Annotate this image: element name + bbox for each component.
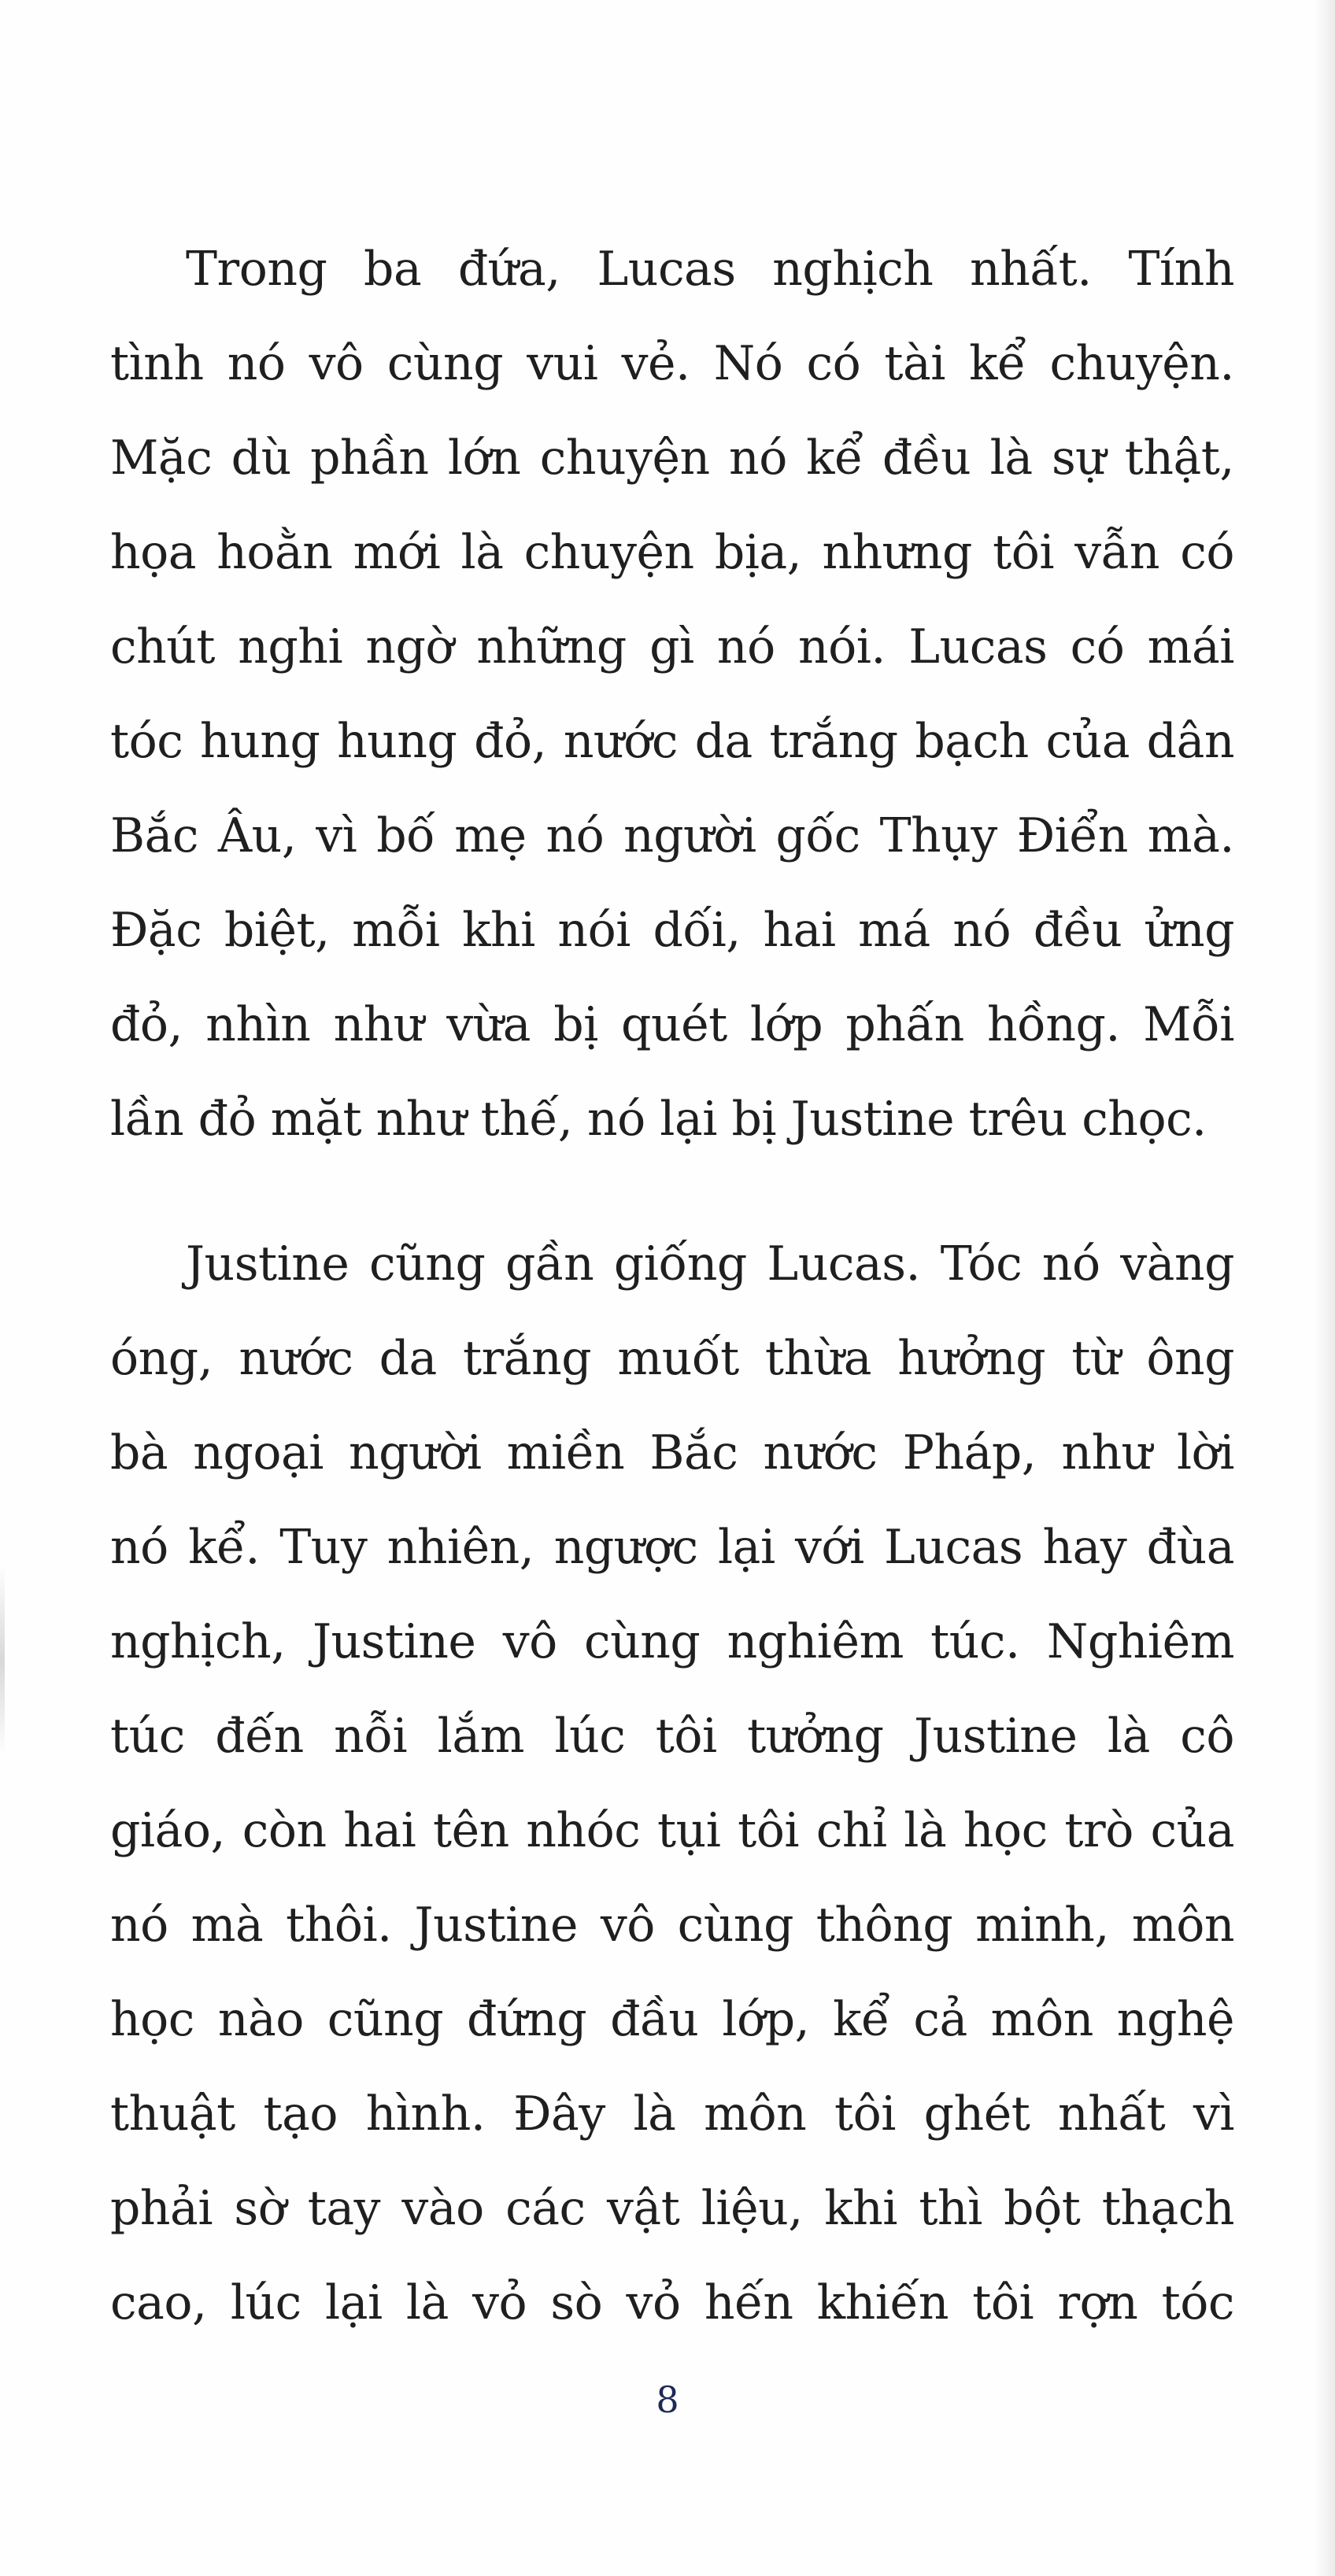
- text-line: Justine cũng gần giống Lucas. Tóc nó vàng: [186, 1236, 1234, 1292]
- text-line: tóc hung hung đỏ, nước da trắng bạch của dân: [110, 714, 1234, 769]
- text-line: họa hoằn mới là chuyện bịa, nhưng tôi vẫn có: [110, 525, 1234, 580]
- text-line: túc đến nỗi lắm lúc tôi tưởng Justine là cô: [110, 1709, 1234, 1764]
- text-line: tình nó vô cùng vui vẻ. Nó có tài kể chuyện.: [110, 336, 1234, 391]
- text-line: lần đỏ mặt như thế, nó lại bị Justine trêu chọc.: [110, 1092, 1207, 1147]
- text-line: chút nghi ngờ những gì nó nói. Lucas có mái: [110, 619, 1234, 674]
- page-edge-shadow: [1315, 0, 1335, 2576]
- text-line: óng, nước da trắng muốt thừa hưởng từ ông: [110, 1331, 1234, 1386]
- text-line: học nào cũng đứng đầu lớp, kể cả môn nghệ: [110, 1992, 1234, 2047]
- text-line: giáo, còn hai tên nhóc tụi tôi chỉ là học trò của: [110, 1803, 1234, 1858]
- text-line: cao, lúc lại là vỏ sò vỏ hến khiến tôi rợn tóc: [110, 2275, 1234, 2330]
- text-line: Trong ba đứa, Lucas nghịch nhất. Tính: [186, 242, 1234, 297]
- text-line: nó mà thôi. Justine vô cùng thông minh, môn: [110, 1898, 1234, 1953]
- page-number: 8: [656, 2378, 679, 2421]
- text-line: thuật tạo hình. Đây là môn tôi ghét nhất vì: [110, 2086, 1234, 2142]
- text-line: phải sờ tay vào các vật liệu, khi thì bột thạch: [110, 2181, 1234, 2236]
- paragraph-1: [110, 222, 1234, 1166]
- text-line: nghịch, Justine vô cùng nghiêm túc. Nghiêm: [110, 1614, 1234, 1669]
- text-line: đỏ, nhìn như vừa bị quét lớp phấn hồng. Mỗi: [110, 997, 1234, 1052]
- binding-mark: [0, 1566, 5, 1755]
- text-line: Đặc biệt, mỗi khi nói dối, hai má nó đều ửng: [110, 903, 1234, 958]
- text-line: Mặc dù phần lớn chuyện nó kể đều là sự thật,: [110, 431, 1234, 486]
- text-line: nó kể. Tuy nhiên, ngược lại với Lucas hay đùa: [110, 1520, 1234, 1575]
- paragraph-2: [110, 1217, 1234, 2350]
- text-line: Bắc Âu, vì bố mẹ nó người gốc Thụy Điển mà.: [110, 808, 1234, 863]
- text-line: bà ngoại người miền Bắc nước Pháp, như lời: [110, 1425, 1234, 1480]
